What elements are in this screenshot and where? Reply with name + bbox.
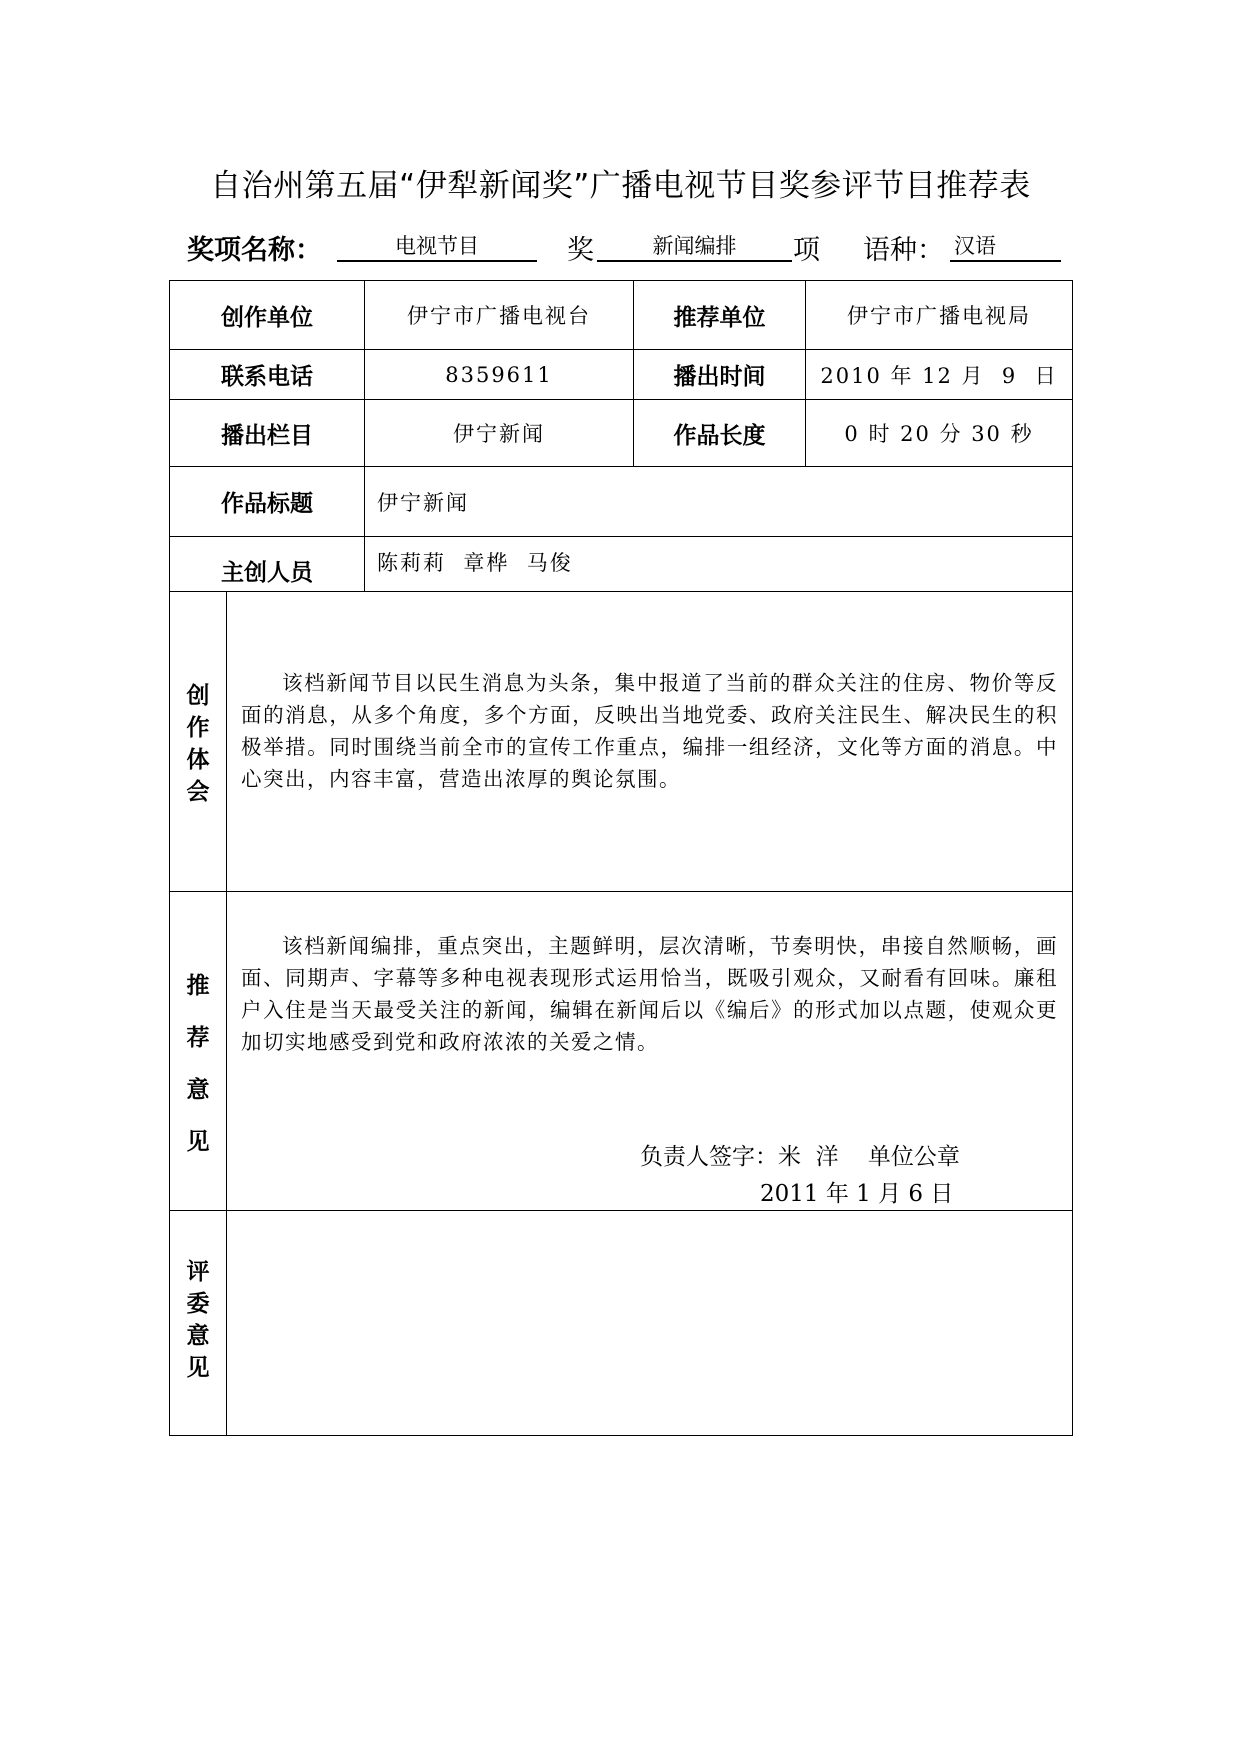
experience-text: 该档新闻节目以民生消息为头条，集中报道了当前的群众关注的住房、物价等反面的消息，从多个角度，多个方面，反映出当地党委、政府关注民生、解决民生的积极举措。同时围绕当前全市的宣传工作重点，编排一组经济，文化等方面的消息。中心突出，内容丰富，营造出浓厚的舆论氛围。 [241, 671, 1058, 791]
phone-value: 8359611 [365, 350, 634, 400]
award-jiang-text: 奖 [567, 235, 594, 266]
recommender-label: 推荐单位 [634, 281, 806, 350]
staff-value: 陈莉莉 章桦 马俊 [365, 537, 1073, 592]
phone-label: 联系电话 [170, 350, 365, 400]
column-label: 播出栏目 [170, 400, 365, 467]
work-title-label: 作品标题 [170, 467, 365, 537]
column-value: 伊宁新闻 [365, 400, 634, 467]
recommendation-label: 推 荐 意 见 [170, 892, 227, 1211]
language-label: 语种： [863, 235, 944, 266]
award-name-label: 奖项名称： [187, 235, 322, 266]
airtime-label: 播出时间 [634, 350, 806, 400]
review-content [227, 1211, 1073, 1436]
length-value: 0 时 20 分 30 秒 [806, 400, 1073, 467]
creator-label: 创作单位 [170, 281, 365, 350]
signature-date: 2011 年 1 月 6 日 [760, 1181, 954, 1207]
experience-content [227, 592, 1073, 892]
page-title: 自治州第五届“伊犁新闻奖”广播电视节目奖参评节目推荐表 [210, 168, 1031, 204]
recommendation-form-table [169, 280, 1073, 1436]
work-title-value: 伊宁新闻 [365, 467, 1073, 537]
award-item-field: 新闻编排 [597, 228, 792, 262]
staff-label: 主创人员 [170, 537, 365, 592]
signature-line: 负责人签字：米 洋 单位公章 [640, 1144, 960, 1170]
recommendation-text: 该档新闻编排，重点突出，主题鲜明，层次清晰，节奏明快，串接自然顺畅，画面、同期声、字幕等多种电视表现形式运用恰当，既吸引观众，又耐看有回味。廉租户入住是当天最受关注的新闻，编辑在新闻后以《编后》的形式加以点题，使观众更加切实地感受到党和政府浓浓的关爱之情。 [241, 934, 1058, 1054]
creator-value: 伊宁市广播电视台 [365, 281, 634, 350]
review-label: 评 委 意 见 [170, 1211, 227, 1436]
recommendation-content [227, 892, 1073, 1211]
award-category-field: 电视节目 [337, 228, 537, 262]
language-field: 汉语 [950, 228, 1061, 262]
experience-label: 创 作 体 会 [170, 592, 227, 892]
recommender-value: 伊宁市广播电视局 [806, 281, 1073, 350]
airtime-value: 2010 年 12 月 9 日 [806, 350, 1073, 400]
award-xiang-text: 项 [793, 235, 820, 266]
length-label: 作品长度 [634, 400, 806, 467]
award-line [187, 228, 1057, 268]
